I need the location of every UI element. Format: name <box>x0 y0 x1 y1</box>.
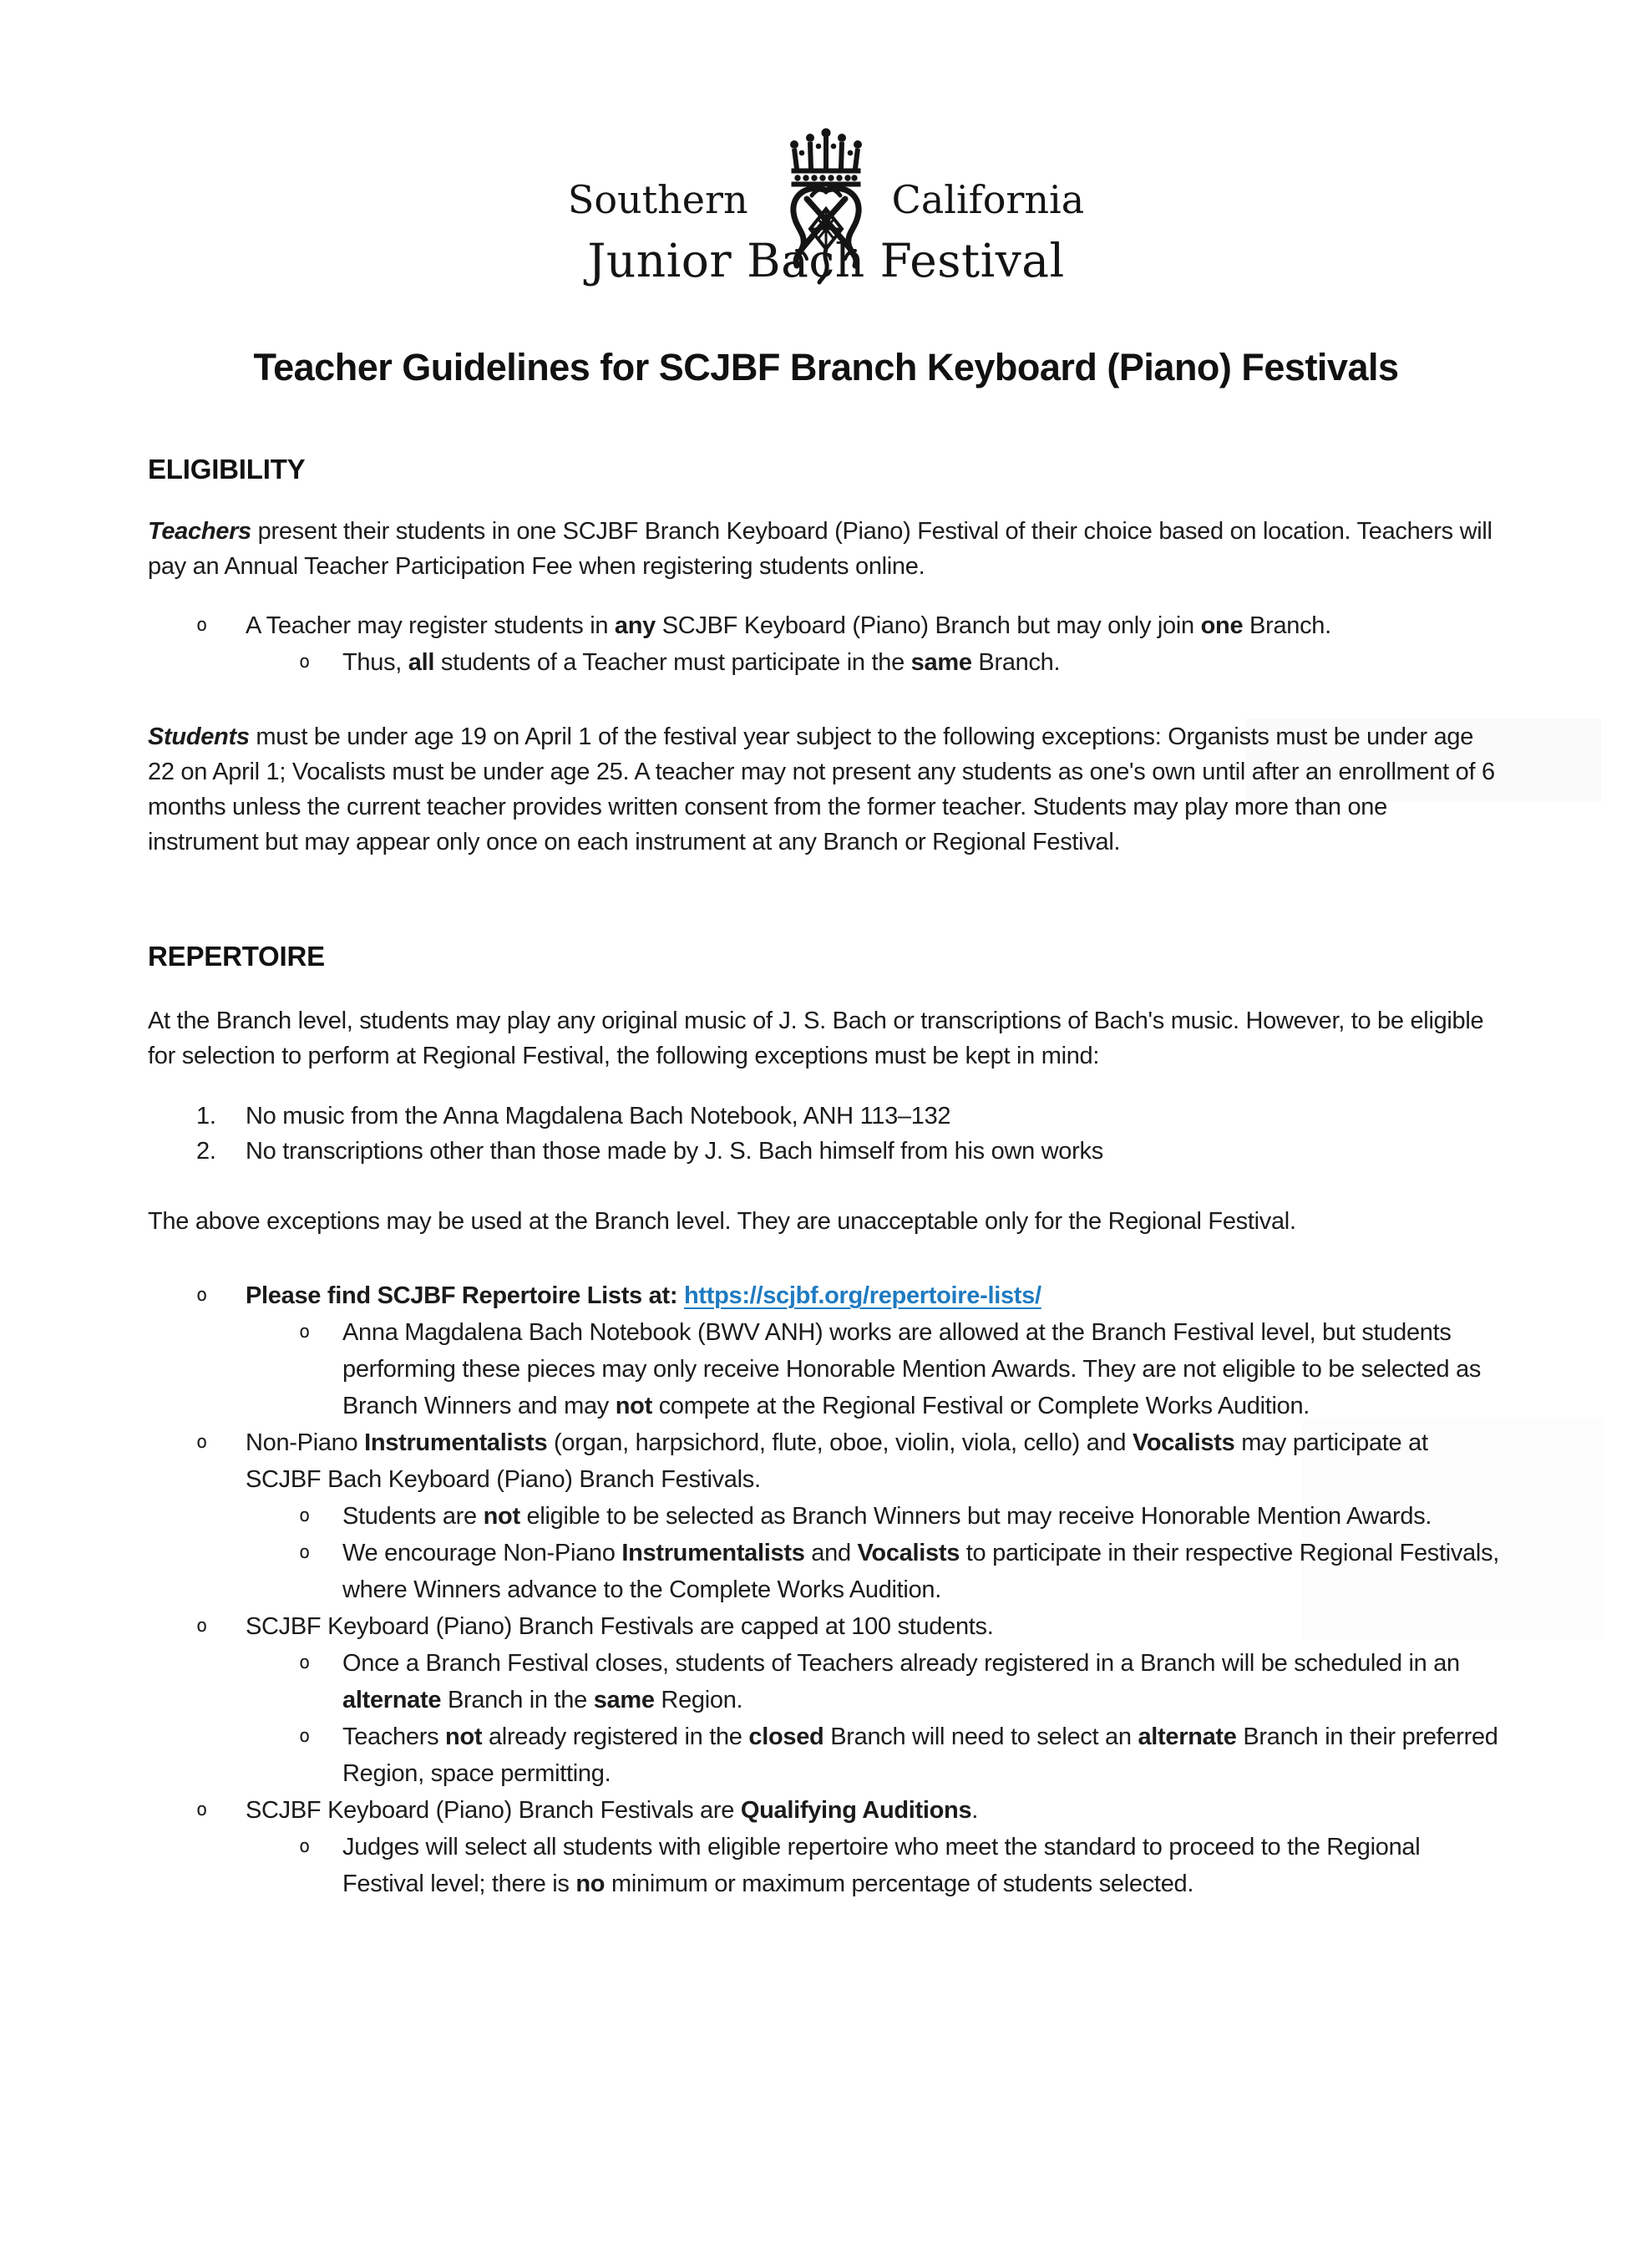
text-segment: . <box>971 1797 979 1824</box>
text-segment: No music from the Anna Magdalena Bach Notebook, ANH 113–132 <box>246 1103 951 1129</box>
text-segment: Instrumentalists <box>364 1429 548 1456</box>
text-segment: not <box>483 1503 520 1530</box>
page-title: Teacher Guidelines for SCJBF Branch Keyboard (Piano) Festivals <box>253 346 1399 388</box>
eligibility-bullet-list <box>148 607 1504 681</box>
text-segment: We encourage Non-Piano <box>342 1540 622 1566</box>
text-segment: students of a Teacher must participate in the <box>434 649 911 676</box>
bullet-marker: o <box>299 1322 310 1343</box>
bullet-item <box>148 607 1504 644</box>
text-segment: Vocalists <box>857 1540 960 1566</box>
numbered-text <box>246 1099 1504 1134</box>
bullet-text <box>342 644 1504 681</box>
sub-bullet-item <box>148 1829 1504 1902</box>
text-segment: Branch. <box>1243 612 1331 639</box>
text-segment: Branch in their preferred Region, space permitting. <box>342 1723 1498 1787</box>
text-segment: Anna Magdalena Bach Notebook (BWV ANH) works are allowed at the Branch Festival level, but students performing these pieces may only receive Honorable Mention Awards. They are not eligible to be selected as Branch Winners and may <box>342 1319 1482 1419</box>
bullet-text <box>342 1718 1504 1792</box>
sub-bullet-item <box>148 1718 1504 1792</box>
text-segment: already registered in the <box>482 1723 749 1750</box>
logo-word-california: California <box>891 177 1085 222</box>
bullet-text <box>246 607 1504 644</box>
text-segment: Instrumentalists <box>621 1540 805 1566</box>
bullet-marker: o <box>196 1285 207 1306</box>
text-segment: to participate in their respective Regional Festivals, where Winners advance to the Complete Works Audition. <box>342 1540 1500 1603</box>
text-segment: Branch will need to select an <box>823 1723 1138 1750</box>
repertoire-lists-link[interactable]: https://scjbf.org/repertoire-lists/ <box>683 1282 1041 1309</box>
text-segment: Region. <box>654 1687 743 1713</box>
bullet-text <box>342 1314 1504 1424</box>
text-segment: no <box>575 1871 606 1897</box>
text-segment: alternate <box>1138 1723 1237 1750</box>
bullet-text <box>342 1498 1504 1535</box>
sub-bullet-item <box>148 1498 1504 1535</box>
text-segment: SCJBF Keyboard (Piano) Branch Festivals are capped at 100 students. <box>246 1613 994 1640</box>
bullet-marker: o <box>299 1836 310 1857</box>
repertoire-numbered-list <box>148 1099 1504 1169</box>
text-segment: Branch in the <box>441 1687 594 1713</box>
bullet-text <box>246 1792 1504 1829</box>
sub-bullet-item <box>148 1314 1504 1424</box>
bullet-text <box>342 1645 1504 1718</box>
bullet-text <box>246 1424 1504 1498</box>
paragraph-exceptions-note <box>148 1204 1504 1239</box>
text-segment: Branch. <box>971 649 1061 676</box>
sub-bullet-item <box>148 644 1504 681</box>
numbered-item <box>148 1134 1504 1169</box>
number-marker: 2. <box>196 1138 216 1165</box>
text-segment: No transcriptions other than those made by J. S. Bach himself from his own works <box>246 1138 1103 1165</box>
text-segment: not <box>445 1723 483 1750</box>
text-segment: Qualifying Auditions <box>740 1797 972 1824</box>
text-segment: may participate at SCJBF Bach Keyboard (Piano) Branch Festivals. <box>246 1429 1428 1493</box>
text-segment: Teachers <box>148 518 251 545</box>
text-segment: Students are <box>342 1503 484 1530</box>
text-segment: not <box>615 1393 652 1419</box>
text-segment: any <box>614 612 656 639</box>
bullet-marker: o <box>196 1800 207 1820</box>
repertoire-bullet-list <box>148 1277 1504 1902</box>
text-segment: (organ, harpsichord, flute, oboe, violin, viola, cello) and <box>547 1429 1133 1456</box>
text-segment: Judges will select all students with eligible repertoire who meet the standard to proceed to the Regional Festival level; there is <box>342 1834 1421 1897</box>
bullet-text <box>246 1608 1504 1645</box>
bullet-marker: o <box>299 1726 310 1747</box>
text-segment: A Teacher may register students in <box>246 612 615 639</box>
text-segment: eligible to be selected as Branch Winners but may receive Honorable Mention Awards. <box>519 1503 1432 1530</box>
bullet-item-repertoire-lists <box>148 1277 1504 1314</box>
paragraph-repertoire-intro <box>148 1003 1504 1074</box>
paragraph-students <box>148 719 1504 860</box>
text-segment: SCJBF Keyboard (Piano) Branch but may only join <box>656 612 1201 639</box>
bullet-marker: o <box>299 652 310 673</box>
numbered-item <box>148 1099 1504 1134</box>
text-segment: Please find SCJBF Repertoire Lists at: <box>246 1282 684 1309</box>
logo-word-junior-bach-festival: Junior Bach Festival <box>587 234 1065 287</box>
logo-word-southern: Southern <box>567 177 748 222</box>
bullet-marker: o <box>299 1652 310 1673</box>
text-segment: Once a Branch Festival closes, students of Teachers already registered in a Branch will be scheduled in an <box>342 1650 1460 1677</box>
bullet-item-qualifying <box>148 1792 1504 1829</box>
numbered-text <box>246 1134 1504 1169</box>
bullet-text <box>342 1535 1504 1608</box>
logo <box>148 125 1504 302</box>
bach-seal-icon <box>780 125 872 292</box>
section-heading-eligibility: ELIGIBILITY <box>148 454 306 485</box>
bullet-marker: o <box>196 615 207 636</box>
text-segment: same <box>593 1687 655 1713</box>
bullet-item-capped <box>148 1608 1504 1645</box>
text-segment: present their students in one SCJBF Branch Keyboard (Piano) Festival of their choice based on location. Teachers will pay an Annual Teacher Participation Fee when registering students online. <box>148 518 1492 580</box>
text-segment: must be under age 19 on April 1 of the festival year subject to the following exceptions: Organists must be under age 22 on April 1; Vocalists must be under age 25. A teacher may not present any students as one's own until after an enrollment of 6 months unless the current teacher provides written consent from the former teacher. Students may play more than one instrument but may appear only once on each instrument at any Branch or Regional Festival. <box>148 723 1495 855</box>
number-marker: 1. <box>196 1103 216 1129</box>
bullet-marker: o <box>299 1505 310 1526</box>
bullet-marker: o <box>196 1432 207 1453</box>
text-segment: Thus, <box>342 649 408 676</box>
bullet-marker: o <box>196 1616 207 1637</box>
text-segment: and <box>804 1540 858 1566</box>
text-segment: one <box>1200 612 1244 639</box>
text-segment: alternate <box>342 1687 442 1713</box>
text-segment: all <box>408 649 435 676</box>
bullet-marker: o <box>299 1542 310 1563</box>
text-segment: Non-Piano <box>246 1429 365 1456</box>
text-segment: minimum or maximum percentage of students selected. <box>605 1871 1194 1897</box>
text-segment: compete at the Regional Festival or Complete Works Audition. <box>651 1393 1310 1419</box>
sub-bullet-item <box>148 1535 1504 1608</box>
section-heading-repertoire: REPERTOIRE <box>148 941 325 972</box>
bullet-item-non-piano <box>148 1424 1504 1498</box>
sub-bullet-item <box>148 1645 1504 1718</box>
text-segment: Students <box>148 723 250 750</box>
bullet-text <box>246 1277 1504 1314</box>
text-segment: same <box>910 649 972 676</box>
text-segment: Vocalists <box>1132 1429 1235 1456</box>
text-segment: SCJBF Keyboard (Piano) Branch Festivals are <box>246 1797 741 1824</box>
document-page <box>0 125 1652 2264</box>
text-segment: Teachers <box>342 1723 446 1750</box>
text-segment: closed <box>748 1723 824 1750</box>
bullet-text <box>342 1829 1504 1902</box>
text-segment: The above exceptions may be used at the Branch level. They are unacceptable only for the Regional Festival. <box>148 1208 1296 1235</box>
paragraph-teachers <box>148 514 1504 584</box>
text-segment: At the Branch level, students may play any original music of J. S. Bach or transcriptions of Bach's music. However, to be eligible for selection to perform at Regional Festival, the following exceptions must be kept in mind: <box>148 1008 1484 1069</box>
